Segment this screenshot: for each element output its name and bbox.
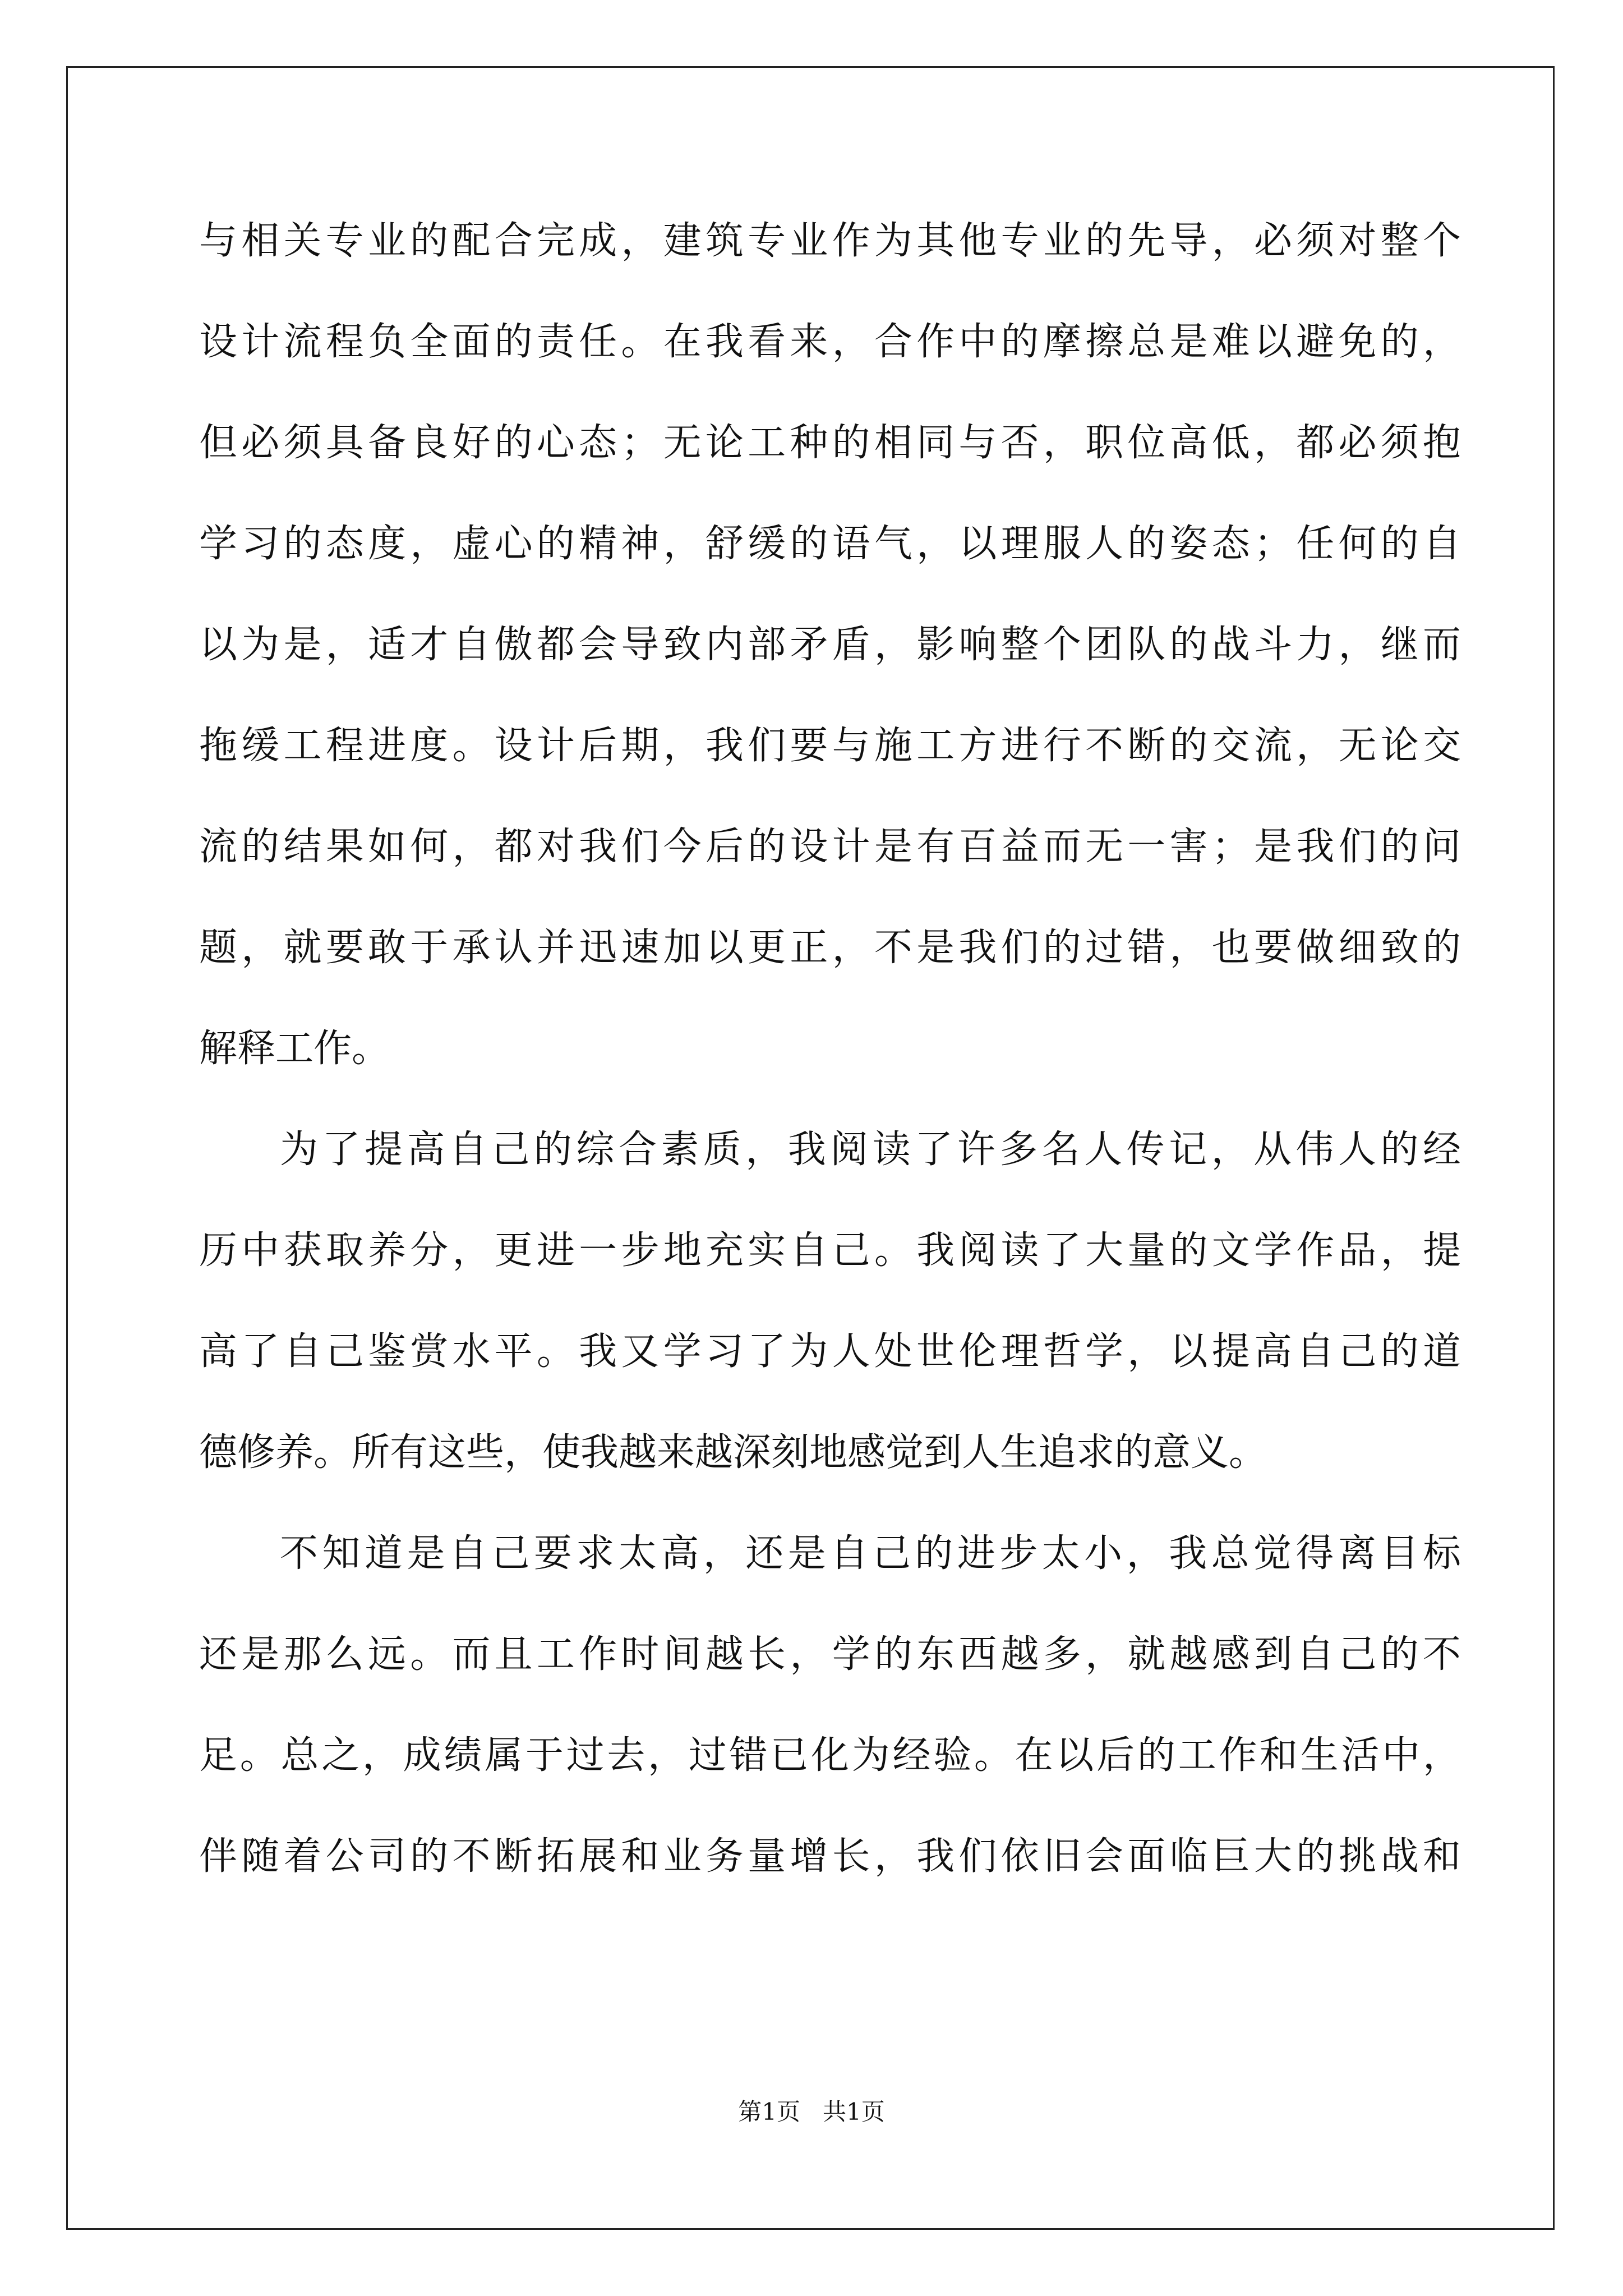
page-number-footer bbox=[0, 2098, 1623, 2126]
text-line: 但必须具备良好的心态；无论工种的相同与否，职位高低，都必须抱 bbox=[199, 421, 1461, 465]
text-line: 德修养。所有这些，使我越来越深刻地感觉到人生追求的意义。 bbox=[199, 1430, 1267, 1475]
text-line: 流的结果如何，都对我们今后的设计是有百益而无一害；是我们的问 bbox=[199, 825, 1461, 869]
text-line: 题，就要敢于承认并迅速加以更正，不是我们的过错，也要做细致的 bbox=[199, 926, 1461, 970]
text-line: 为了提高自己的综合素质，我阅读了许多名人传记，从伟人的经 bbox=[280, 1128, 1461, 1172]
text-line: 拖缓工程进度。设计后期，我们要与施工方进行不断的交流，无论交 bbox=[199, 724, 1461, 768]
text-line: 解释工作。 bbox=[199, 1027, 390, 1071]
text-line: 伴随着公司的不断拓展和业务量增长，我们依旧会面临巨大的挑战和 bbox=[199, 1834, 1461, 1879]
text-line: 不知道是自己要求太高，还是自己的进步太小，我总觉得离目标 bbox=[280, 1531, 1461, 1576]
text-line: 以为是，适才自傲都会导致内部矛盾，影响整个团队的战斗力，继而 bbox=[199, 623, 1461, 667]
text-line: 历中获取养分，更进一步地充实自己。我阅读了大量的文学作品，提 bbox=[199, 1228, 1461, 1273]
text-line: 还是那么远。而且工作时间越长，学的东西越多，就越感到自己的不 bbox=[199, 1632, 1461, 1677]
page-number-label: 第1页 共1页 bbox=[738, 2098, 885, 2125]
text-line: 高了自己鉴赏水平。我又学习了为人处世伦理哲学，以提高自己的道 bbox=[199, 1329, 1461, 1374]
text-line: 学习的态度，虚心的精神，舒缓的语气，以理服人的姿态；任何的自 bbox=[199, 522, 1461, 566]
text-line: 设计流程负全面的责任。在我看来，合作中的摩擦总是难以避免的， bbox=[199, 320, 1461, 364]
text-line: 与相关专业的配合完成，建筑专业作为其他专业的先导，必须对整个 bbox=[199, 219, 1461, 263]
text-line: 足。总之，成绩属于过去，过错已化为经验。在以后的工作和生活中， bbox=[199, 1733, 1461, 1778]
